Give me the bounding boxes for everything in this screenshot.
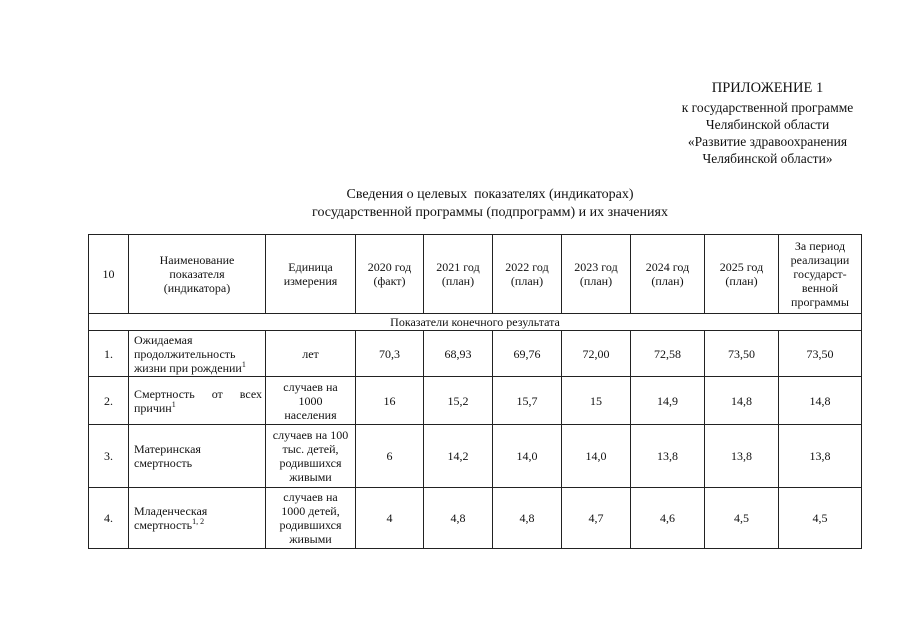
footnote-mark: 1 (241, 359, 246, 369)
value-period: 14,8 (779, 377, 862, 425)
value-2025: 14,8 (705, 377, 779, 425)
value-2025: 4,5 (705, 488, 779, 549)
header-cell-indicator: Наименование показателя (индикатора) (129, 235, 266, 314)
indicator-name: Ожидаемая продолжительность жизни при рождении (134, 332, 242, 375)
section-title: Показатели конечного результата (89, 314, 862, 331)
header-cell-2021: 2021 год (план) (424, 235, 493, 314)
indicators-table (88, 234, 862, 549)
table-row (89, 425, 862, 488)
value-2022: 15,7 (493, 377, 562, 425)
document-title (230, 186, 750, 222)
value-2020: 6 (356, 425, 424, 488)
unit-cell: лет (266, 331, 356, 377)
value-2021: 14,2 (424, 425, 493, 488)
header-cell-2022: 2022 год (план) (493, 235, 562, 314)
indicator-name: Младенческая смертность (134, 504, 208, 532)
appendix-line: Челябинской области (705, 117, 830, 132)
value-period: 4,5 (779, 488, 862, 549)
value-2020: 70,3 (356, 331, 424, 377)
appendix-heading: ПРИЛОЖЕНИЕ 1 (711, 80, 824, 96)
header-cell-2020: 2020 год (факт) (356, 235, 424, 314)
value-2024: 14,9 (631, 377, 705, 425)
row-number: 3. (89, 425, 129, 488)
unit-cell: случаев на 1000 детей, родившихся живыми (266, 488, 356, 549)
value-2022: 14,0 (493, 425, 562, 488)
indicator-name-cell (129, 425, 266, 488)
table-header-row (89, 235, 862, 314)
value-2022: 69,76 (493, 331, 562, 377)
value-period: 73,50 (779, 331, 862, 377)
value-2023: 15 (562, 377, 631, 425)
indicator-name-cell (129, 331, 266, 377)
appendix-line: «Развитие здравоохранения (687, 134, 848, 149)
appendix-block (640, 80, 895, 167)
header-cell-2024: 2024 год (план) (631, 235, 705, 314)
document-title-line: государственной программы (подпрограмм) и их значениях (312, 205, 668, 220)
appendix-line: Челябинской области» (702, 151, 833, 166)
header-cell-unit: Единица измерения (266, 235, 356, 314)
table-row (89, 488, 862, 549)
unit-cell: случаев на 1000 населения (266, 377, 356, 425)
indicator-name: Материнская смертность (134, 442, 201, 470)
indicator-name-cell (129, 488, 266, 549)
row-number: 4. (89, 488, 129, 549)
table-row (89, 377, 862, 425)
value-2021: 68,93 (424, 331, 493, 377)
row-number: 1. (89, 331, 129, 377)
value-2025: 13,8 (705, 425, 779, 488)
document-title-line: Сведения о целевых показателях (индикаторах) (346, 187, 634, 202)
value-2021: 4,8 (424, 488, 493, 549)
value-2023: 14,0 (562, 425, 631, 488)
header-cell-2025: 2025 год (план) (705, 235, 779, 314)
header-cell-2023: 2023 год (план) (562, 235, 631, 314)
value-2020: 4 (356, 488, 424, 549)
row-number: 2. (89, 377, 129, 425)
indicator-name-cell (129, 377, 266, 425)
value-2021: 15,2 (424, 377, 493, 425)
table-row (89, 331, 862, 377)
value-2022: 4,8 (493, 488, 562, 549)
header-cell-period: За период реализации государст-венной программы (779, 235, 862, 314)
header-cell-number: 10 (89, 235, 129, 314)
value-2024: 72,58 (631, 331, 705, 377)
footnote-mark: 1 (171, 399, 176, 409)
value-2023: 4,7 (562, 488, 631, 549)
footnote-mark: 1, 2 (192, 517, 205, 526)
value-2024: 4,6 (631, 488, 705, 549)
indicator-name: Смертность от всех причин (134, 386, 262, 415)
appendix-line: к государственной программе (681, 100, 854, 115)
value-2024: 13,8 (631, 425, 705, 488)
section-row (89, 314, 862, 331)
value-period: 13,8 (779, 425, 862, 488)
value-2020: 16 (356, 377, 424, 425)
unit-cell: случаев на 100 тыс. детей, родившихся живыми (266, 425, 356, 488)
value-2023: 72,00 (562, 331, 631, 377)
value-2025: 73,50 (705, 331, 779, 377)
